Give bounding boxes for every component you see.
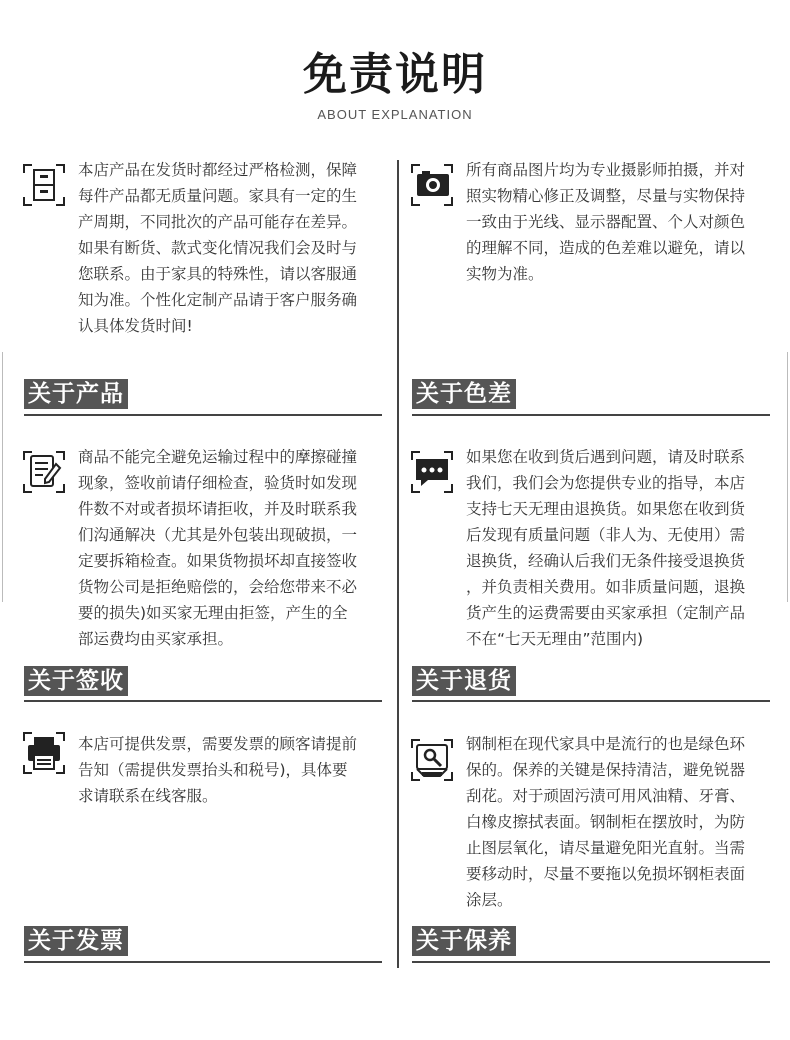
maintenance-icon [410,738,454,782]
invoice-text: 本店可提供发票，需要发票的顾客请提前 告知（需提供发票抬头和税号)，具体要 求请联系在线客服。 [78,735,358,805]
printer-icon [22,731,66,775]
receipt-text: 商品不能完全避免运输过程中的摩擦碰撞 现象，签收前请仔细检查，验货时如发现 件数不对或者损坏请拒收，并及时联系我 们沟通解决（尤其是外包装出现破损，一 定要拆箱检查。如果货物损坏却直接签收 货物公司是拒绝赔偿的，会给您带来不必 要的损失)如买家无理由拒签，产生的全 部运费均由买家承担。 [78,448,358,648]
section-rule-maintenance [412,961,770,963]
section-rule-invoice [24,961,382,963]
center-divider [397,160,399,968]
drawer-cabinet-icon [22,163,66,207]
section-title-receipt: 关于签收 [24,666,128,696]
page-title: 免责说明 [303,49,487,100]
return-text: 如果您在收到货后遇到问题，请及时联系 我们，我们会为您提供专业的指导，本店 支持七天无理由退换货。如果您在收到货 后发现有质量问题（非人为、无使用）需 退换货，经确认后我们无条件接受退换货 ，并负责相关费用。如非质量问题，退换 货产生的运费需要由买家承担（定制产品 不在“七天无理由”范围内) [466,448,746,648]
product-text: 本店产品在发货时都经过严格检测，保障 每件产品都无质量问题。家具有一定的生 产周期，不同批次的产品可能存在差异。 如果有断货、款式变化情况我们会及时与 您联系。由于家具的特殊性，请以客服通 知为准。个性化定制产品请于客户服务确 认具体发货时间! [78,161,358,335]
signed-document-icon [22,450,66,494]
section-rule-return [412,700,770,702]
color-text: 所有商品图片均为专业摄影师拍摄，并对 照实物精心修正及调整，尽量与实物保持 一致由于光线、显示器配置、个人对颜色 的理解不同，造成的色差难以避免，请以 实物为准。 [466,161,746,283]
camera-icon [410,163,454,207]
page-subtitle: ABOUT EXPLANATION [317,107,473,122]
section-title-maintenance: 关于保养 [412,926,516,956]
section-title-color: 关于色差 [412,379,516,409]
section-title-invoice: 关于发票 [24,926,128,956]
section-title-product: 关于产品 [24,379,128,409]
chat-bubble-icon [410,450,454,494]
maintenance-text: 钢制柜在现代家具中是流行的也是绿色环 保的。保养的关键是保持清洁，避免锐器 刮花。对于顽固污渍可用风油精、牙膏、 白橡皮擦拭表面。钢制柜在摆放时，为防 止图层氧化，请尽量避免阳光直射。当需 要移动时，尽量不要拖以免损坏钢柜表面 涂层。 [466,735,746,909]
section-rule-product [24,414,382,416]
section-title-return: 关于退货 [412,666,516,696]
section-rule-color [412,414,770,416]
section-rule-receipt [24,700,382,702]
left-edge-mark [2,352,3,602]
right-edge-mark [787,352,788,602]
